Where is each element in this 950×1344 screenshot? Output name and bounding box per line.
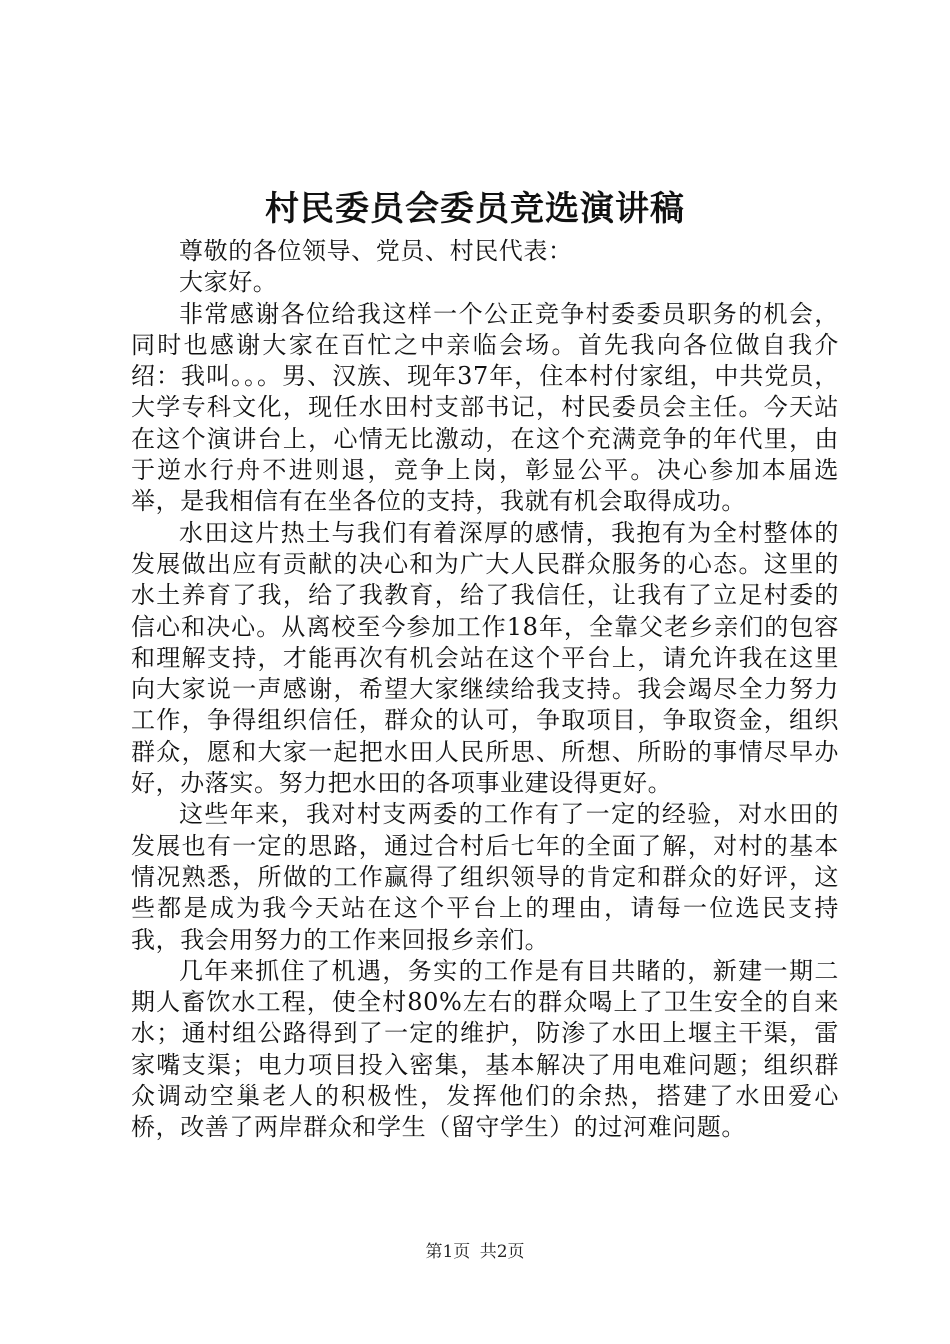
commitment-paragraph: 水田这片热土与我们有着深厚的感情，我抱有为全村整体的发展做出应有贡献的决心和为广大人民群众服务的心态。这里的水土养育了我，给了我教育，给了我信任，让我有了立足村委的信心和决心。从离校至今参加工作18年，全靠父老乡亲们的包容和理解支持，才能再次有机会站在这个平台上，请允许我在这里向大家说一声感谢，希望大家继续给我支持。我会竭尽全力努力工作，争得组织信任，群众的认可，争取项目，争取资金，组织群众，愿和大家一起把水田人民所思、所想、所盼的事情尽早办好，办落实。努力把水田的各项事业建设得更好。 [131,518,839,798]
achievements-paragraph: 几年来抓住了机遇，务实的工作是有目共睹的，新建一期二期人畜饮水工程，使全村80%左右的群众喝上了卫生安全的自来水；通村组公路得到了一定的维护，防渗了水田上堰主干渠，雷家嘴支渠；电力项目投入密集，基本解决了用电难问题；组织群众调动空巢老人的积极性，发挥他们的余热，搭建了水田爱心桥，改善了两岸群众和学生（留守学生）的过河难问题。 [131,956,839,1142]
page-footer [0,1241,950,1263]
document-title: 村民委员会委员竞选演讲稿 [265,189,685,229]
document-body [131,236,839,1144]
salutation-paragraph: 尊敬的各位领导、党员、村民代表： [179,237,573,265]
experience-paragraph: 这些年来，我对村支两委的工作有了一定的经验，对水田的发展也有一定的思路，通过合村后七年的全面了解，对村的基本情况熟悉，所做的工作赢得了组织领导的肯定和群众的好评，这些都是成为我今天站在这个平台上的理由，请每一位选民支持我，我会用努力的工作来回报乡亲们。 [131,800,839,954]
greeting-paragraph: 大家好。 [179,268,278,297]
page-number: 第1页 [425,1242,471,1262]
introduction-paragraph: 非常感谢各位给我这样一个公正竞争村委委员职务的机会，同时也感谢大家在百忙之中亲临会场。首先我向各位做自我介绍：我叫。。。男、汉族、现年37年，住本村付家组，中共党员，大学专科文化，现任水田村支部书记，村民委员会主任。今天站在这个演讲台上，心情无比激动，在这个充满竞争的年代里，由于逆水行舟不进则退，竞争上岗，彰显公平。决心参加本届选举，是我相信有在坐各位的支持，我就有机会取得成功。 [131,299,839,516]
page-total: 共2页 [479,1242,525,1262]
